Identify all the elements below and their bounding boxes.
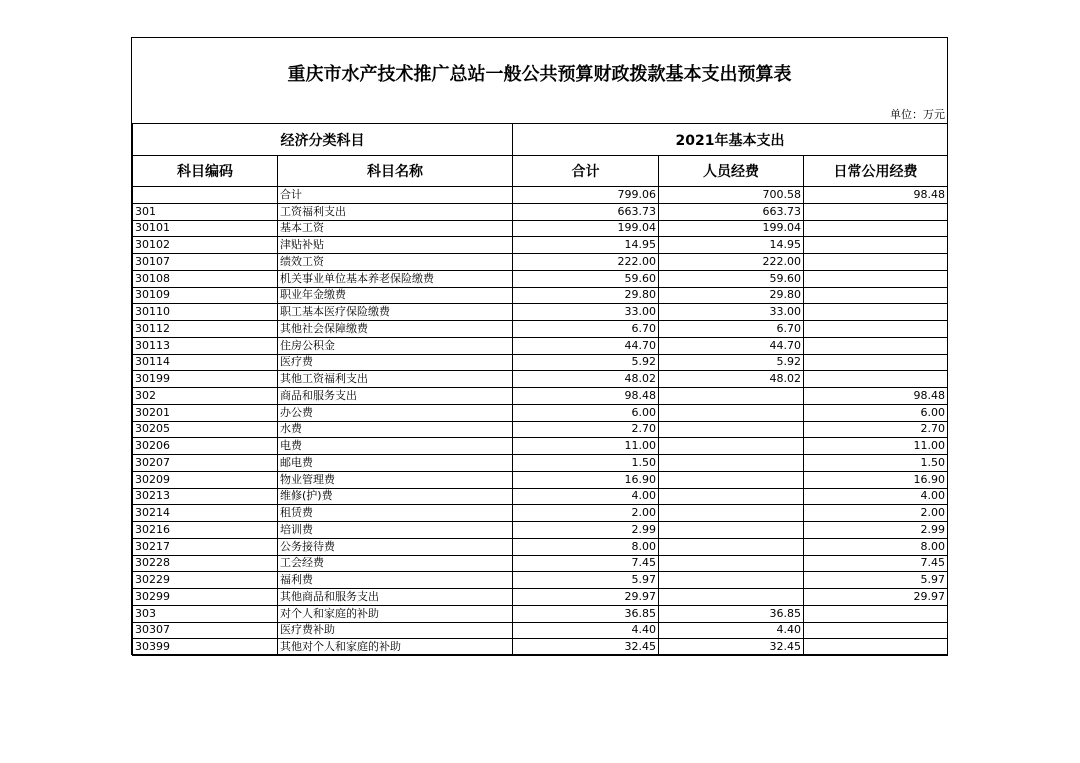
cell-personnel bbox=[659, 505, 804, 522]
cell-code: 30216 bbox=[133, 522, 278, 539]
cell-name: 合计 bbox=[278, 187, 513, 204]
cell-name: 邮电费 bbox=[278, 455, 513, 472]
cell-name: 办公费 bbox=[278, 404, 513, 421]
cell-name: 电费 bbox=[278, 438, 513, 455]
table-row bbox=[133, 505, 948, 522]
cell-public bbox=[804, 237, 948, 254]
cell-code: 30213 bbox=[133, 488, 278, 505]
cell-code: 30299 bbox=[133, 589, 278, 606]
table-row bbox=[133, 622, 948, 639]
cell-code: 30206 bbox=[133, 438, 278, 455]
cell-personnel: 663.73 bbox=[659, 203, 804, 220]
cell-total: 199.04 bbox=[513, 220, 659, 237]
cell-total: 8.00 bbox=[513, 538, 659, 555]
cell-personnel bbox=[659, 421, 804, 438]
budget-table bbox=[132, 123, 948, 656]
cell-name: 其他商品和服务支出 bbox=[278, 589, 513, 606]
cell-total: 59.60 bbox=[513, 270, 659, 287]
cell-name: 其他社会保障缴费 bbox=[278, 321, 513, 338]
cell-code: 30201 bbox=[133, 404, 278, 421]
cell-code: 30110 bbox=[133, 304, 278, 321]
cell-personnel: 59.60 bbox=[659, 270, 804, 287]
cell-name: 其他对个人和家庭的补助 bbox=[278, 639, 513, 656]
cell-total: 14.95 bbox=[513, 237, 659, 254]
table-row bbox=[133, 237, 948, 254]
cell-public: 4.00 bbox=[804, 488, 948, 505]
cell-total: 36.85 bbox=[513, 605, 659, 622]
cell-name: 培训费 bbox=[278, 522, 513, 539]
cell-name: 基本工资 bbox=[278, 220, 513, 237]
cell-public: 5.97 bbox=[804, 572, 948, 589]
cell-code: 30205 bbox=[133, 421, 278, 438]
cell-public: 11.00 bbox=[804, 438, 948, 455]
cell-total: 2.00 bbox=[513, 505, 659, 522]
cell-public: 2.70 bbox=[804, 421, 948, 438]
cell-public: 16.90 bbox=[804, 471, 948, 488]
table-row bbox=[133, 605, 948, 622]
cell-total: 11.00 bbox=[513, 438, 659, 455]
cell-total: 2.70 bbox=[513, 421, 659, 438]
cell-personnel bbox=[659, 471, 804, 488]
cell-personnel bbox=[659, 522, 804, 539]
cell-public: 7.45 bbox=[804, 555, 948, 572]
cell-total: 4.40 bbox=[513, 622, 659, 639]
cell-name: 物业管理费 bbox=[278, 471, 513, 488]
header-code: 科目编码 bbox=[133, 156, 278, 187]
cell-public bbox=[804, 203, 948, 220]
cell-name: 工会经费 bbox=[278, 555, 513, 572]
page-title: 重庆市水产技术推广总站一般公共预算财政拨款基本支出预算表 bbox=[287, 64, 792, 85]
header-public: 日常公用经费 bbox=[804, 156, 948, 187]
cell-public bbox=[804, 605, 948, 622]
cell-public bbox=[804, 287, 948, 304]
table-row bbox=[133, 639, 948, 656]
cell-total: 48.02 bbox=[513, 371, 659, 388]
cell-name: 商品和服务支出 bbox=[278, 388, 513, 405]
cell-public bbox=[804, 304, 948, 321]
cell-personnel: 4.40 bbox=[659, 622, 804, 639]
table-row bbox=[133, 270, 948, 287]
cell-name: 医疗费 bbox=[278, 354, 513, 371]
table-row bbox=[133, 488, 948, 505]
cell-public: 8.00 bbox=[804, 538, 948, 555]
table-row bbox=[133, 455, 948, 472]
cell-public: 98.48 bbox=[804, 187, 948, 204]
cell-code: 30207 bbox=[133, 455, 278, 472]
cell-personnel: 14.95 bbox=[659, 237, 804, 254]
cell-name: 其他工资福利支出 bbox=[278, 371, 513, 388]
cell-public bbox=[804, 254, 948, 271]
cell-personnel: 5.92 bbox=[659, 354, 804, 371]
cell-code: 30109 bbox=[133, 287, 278, 304]
cell-total: 29.80 bbox=[513, 287, 659, 304]
cell-total: 6.00 bbox=[513, 404, 659, 421]
cell-total: 16.90 bbox=[513, 471, 659, 488]
cell-code: 30114 bbox=[133, 354, 278, 371]
header-row-columns bbox=[133, 156, 948, 187]
cell-public bbox=[804, 337, 948, 354]
cell-total: 222.00 bbox=[513, 254, 659, 271]
cell-public: 6.00 bbox=[804, 404, 948, 421]
cell-public bbox=[804, 321, 948, 338]
header-name: 科目名称 bbox=[278, 156, 513, 187]
cell-code: 30101 bbox=[133, 220, 278, 237]
cell-public bbox=[804, 622, 948, 639]
cell-code: 30112 bbox=[133, 321, 278, 338]
table-row bbox=[133, 354, 948, 371]
table-row bbox=[133, 421, 948, 438]
cell-code: 303 bbox=[133, 605, 278, 622]
table-row bbox=[133, 522, 948, 539]
cell-public bbox=[804, 354, 948, 371]
table-body bbox=[133, 187, 948, 656]
header-basic-expenditure-2021: 2021年基本支出 bbox=[513, 124, 948, 156]
cell-personnel bbox=[659, 404, 804, 421]
cell-total: 44.70 bbox=[513, 337, 659, 354]
cell-total: 1.50 bbox=[513, 455, 659, 472]
table-row bbox=[133, 187, 948, 204]
table-row bbox=[133, 203, 948, 220]
cell-total: 5.97 bbox=[513, 572, 659, 589]
cell-total: 4.00 bbox=[513, 488, 659, 505]
table-row bbox=[133, 404, 948, 421]
cell-personnel: 33.00 bbox=[659, 304, 804, 321]
cell-code: 30217 bbox=[133, 538, 278, 555]
cell-personnel bbox=[659, 455, 804, 472]
table-row bbox=[133, 287, 948, 304]
cell-code: 30214 bbox=[133, 505, 278, 522]
cell-code: 30209 bbox=[133, 471, 278, 488]
cell-name: 福利费 bbox=[278, 572, 513, 589]
cell-public bbox=[804, 371, 948, 388]
cell-code: 30228 bbox=[133, 555, 278, 572]
cell-personnel bbox=[659, 589, 804, 606]
header-economic-classification: 经济分类科目 bbox=[133, 124, 513, 156]
cell-name: 工资福利支出 bbox=[278, 203, 513, 220]
cell-personnel bbox=[659, 488, 804, 505]
table-row bbox=[133, 555, 948, 572]
table-row bbox=[133, 388, 948, 405]
cell-name: 机关事业单位基本养老保险缴费 bbox=[278, 270, 513, 287]
table-row bbox=[133, 471, 948, 488]
cell-code: 301 bbox=[133, 203, 278, 220]
cell-personnel: 6.70 bbox=[659, 321, 804, 338]
cell-name: 职业年金缴费 bbox=[278, 287, 513, 304]
cell-public bbox=[804, 220, 948, 237]
cell-name: 绩效工资 bbox=[278, 254, 513, 271]
cell-code: 30307 bbox=[133, 622, 278, 639]
cell-total: 29.97 bbox=[513, 589, 659, 606]
cell-public bbox=[804, 639, 948, 656]
cell-personnel bbox=[659, 438, 804, 455]
cell-total: 98.48 bbox=[513, 388, 659, 405]
cell-code: 30399 bbox=[133, 639, 278, 656]
cell-name: 津贴补贴 bbox=[278, 237, 513, 254]
header-personnel: 人员经费 bbox=[659, 156, 804, 187]
cell-personnel bbox=[659, 555, 804, 572]
cell-personnel: 48.02 bbox=[659, 371, 804, 388]
cell-code: 302 bbox=[133, 388, 278, 405]
cell-code: 30102 bbox=[133, 237, 278, 254]
cell-personnel bbox=[659, 538, 804, 555]
table-row bbox=[133, 538, 948, 555]
cell-personnel: 199.04 bbox=[659, 220, 804, 237]
cell-total: 5.92 bbox=[513, 354, 659, 371]
table-row bbox=[133, 254, 948, 271]
header-total: 合计 bbox=[513, 156, 659, 187]
table-row bbox=[133, 371, 948, 388]
table-row bbox=[133, 220, 948, 237]
cell-total: 7.45 bbox=[513, 555, 659, 572]
table-row bbox=[133, 589, 948, 606]
cell-code: 30199 bbox=[133, 371, 278, 388]
cell-public: 1.50 bbox=[804, 455, 948, 472]
cell-name: 医疗费补助 bbox=[278, 622, 513, 639]
cell-name: 水费 bbox=[278, 421, 513, 438]
cell-total: 2.99 bbox=[513, 522, 659, 539]
cell-name: 职工基本医疗保险缴费 bbox=[278, 304, 513, 321]
cell-code: 30229 bbox=[133, 572, 278, 589]
cell-total: 32.45 bbox=[513, 639, 659, 656]
table-row bbox=[133, 572, 948, 589]
table-row bbox=[133, 438, 948, 455]
table-row bbox=[133, 337, 948, 354]
cell-total: 33.00 bbox=[513, 304, 659, 321]
table-row bbox=[133, 321, 948, 338]
cell-public: 2.00 bbox=[804, 505, 948, 522]
cell-total: 799.06 bbox=[513, 187, 659, 204]
header-row-group bbox=[133, 124, 948, 156]
cell-total: 663.73 bbox=[513, 203, 659, 220]
cell-code: 30113 bbox=[133, 337, 278, 354]
cell-personnel: 44.70 bbox=[659, 337, 804, 354]
cell-public bbox=[804, 270, 948, 287]
cell-personnel: 36.85 bbox=[659, 605, 804, 622]
cell-personnel: 700.58 bbox=[659, 187, 804, 204]
cell-name: 公务接待费 bbox=[278, 538, 513, 555]
cell-personnel: 29.80 bbox=[659, 287, 804, 304]
cell-personnel: 222.00 bbox=[659, 254, 804, 271]
cell-code bbox=[133, 187, 278, 204]
budget-sheet bbox=[131, 37, 948, 655]
cell-public: 29.97 bbox=[804, 589, 948, 606]
cell-personnel bbox=[659, 388, 804, 405]
cell-personnel: 32.45 bbox=[659, 639, 804, 656]
cell-name: 维修(护)费 bbox=[278, 488, 513, 505]
unit-label: 单位：万元 bbox=[890, 108, 945, 121]
cell-name: 租赁费 bbox=[278, 505, 513, 522]
cell-total: 6.70 bbox=[513, 321, 659, 338]
cell-personnel bbox=[659, 572, 804, 589]
cell-name: 对个人和家庭的补助 bbox=[278, 605, 513, 622]
cell-name: 住房公积金 bbox=[278, 337, 513, 354]
cell-code: 30108 bbox=[133, 270, 278, 287]
cell-public: 98.48 bbox=[804, 388, 948, 405]
cell-public: 2.99 bbox=[804, 522, 948, 539]
table-row bbox=[133, 304, 948, 321]
cell-code: 30107 bbox=[133, 254, 278, 271]
